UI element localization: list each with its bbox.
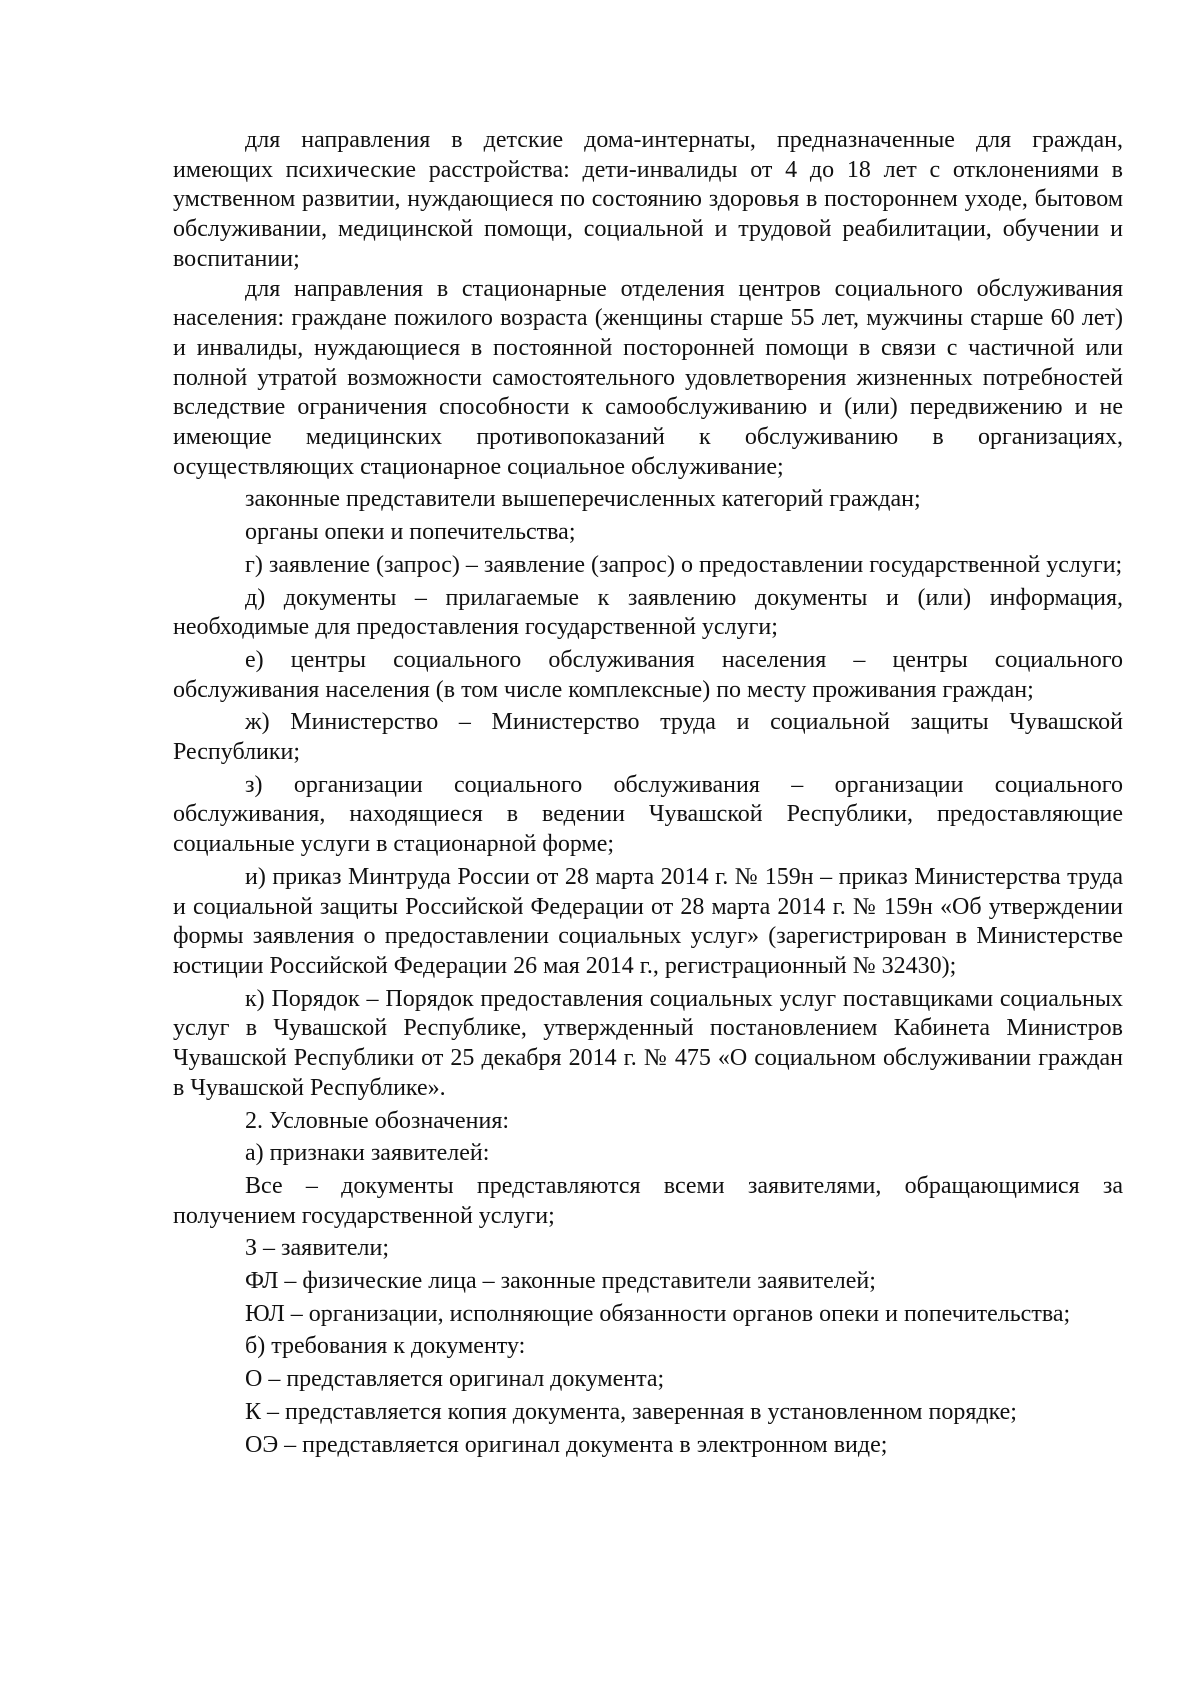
notation-k: К – представляется копия документа, заверенная в установленном порядке; bbox=[245, 1398, 1017, 1425]
notation-yul: ЮЛ – организации, исполняющие обязанности органов опеки и попечительства; bbox=[245, 1300, 1071, 1327]
paragraph-children-homes: для направления в детские дома-интернаты, предназначенные для граждан, имеющих психические расстройства: дети-инвалиды от 4 до 18 лет с отклонениями в умственном развитии, нуждающиеся по состоянию здоровья в постороннем уходе, бытовом обслуживании, медицинской помощи, социальной и трудовой реабилитации, обучении и воспитании; bbox=[173, 127, 1123, 272]
subheading-document-requirements: б) требования к документу: bbox=[245, 1333, 526, 1360]
notation-oe: ОЭ – представляется оригинал документа в электронном виде; bbox=[245, 1431, 888, 1458]
notation-all: Все – документы представляются всеми заявителями, обращающимися за получением государственной услуги; bbox=[173, 1172, 1123, 1229]
paragraph-legal-representatives: законные представители вышеперечисленных категорий граждан; bbox=[245, 486, 921, 513]
paragraph-definition-procedure: к) Порядок – Порядок предоставления социальных услуг поставщиками социальных услуг в Чувашской Республике, утвержденный постановлением Кабинета Министров Чувашской Республики от 25 декабря 2014 г. № 475 «О социальном обслуживании граждан в Чувашской Республике». bbox=[173, 985, 1123, 1101]
paragraph-definition-documents: д) документы – прилагаемые к заявлению документы и (или) информация, необходимые для предоставления государственной услуги; bbox=[173, 584, 1123, 641]
notation-o: О – представляется оригинал документа; bbox=[245, 1366, 665, 1393]
paragraph-definition-organizations: з) организации социального обслуживания – организации социального обслуживания, находящиеся в ведении Чувашской Республики, предоставляющие социальные услуги в стационарной форме; bbox=[173, 771, 1123, 858]
paragraph-definition-order: и) приказ Минтруда России от 28 марта 2014 г. № 159н – приказ Министерства труда и социальной защиты Российской Федерации от 28 марта 2014 г. № 159н «Об утверждении формы заявления о предоставлении социальных услуг» (зарегистрирован в Министерстве юстиции Российской Федерации 26 мая 2014 г., регистрационный № 32430); bbox=[173, 863, 1123, 979]
subheading-applicant-attributes: а) признаки заявителей: bbox=[245, 1140, 490, 1167]
notation-fl: ФЛ – физические лица – законные представители заявителей; bbox=[245, 1268, 876, 1295]
paragraph-definition-centers: е) центры социального обслуживания населения – центры социального обслуживания населения (в том числе комплексные) по месту проживания граждан; bbox=[173, 646, 1123, 703]
document-page bbox=[173, 126, 1123, 1460]
paragraph-definition-ministry: ж) Министерство – Министерство труда и социальной защиты Чувашской Республики; bbox=[173, 709, 1123, 766]
notation-z: З – заявители; bbox=[245, 1235, 389, 1262]
section-heading-notation: 2. Условные обозначения: bbox=[245, 1107, 510, 1134]
paragraph-stationary-departments: для направления в стационарные отделения центров социального обслуживания населения: граждане пожилого возраста (женщины старше 55 лет, мужчины старше 60 лет) и инвалиды, нуждающиеся в постоянной посторонней помощи в связи с частичной или полной утратой возможности самостоятельного удовлетворения жизненных потребностей вследствие ограничения способности к самообслуживанию и (или) передвижению и не имеющие медицинских противопоказаний к обслуживанию в организациях, осуществляющих стационарное социальное обслуживание; bbox=[173, 275, 1123, 480]
paragraph-guardianship-bodies: органы опеки и попечительства; bbox=[245, 519, 576, 546]
paragraph-definition-application: г) заявление (запрос) – заявление (запрос) о предоставлении государственной услуги; bbox=[245, 551, 1123, 578]
